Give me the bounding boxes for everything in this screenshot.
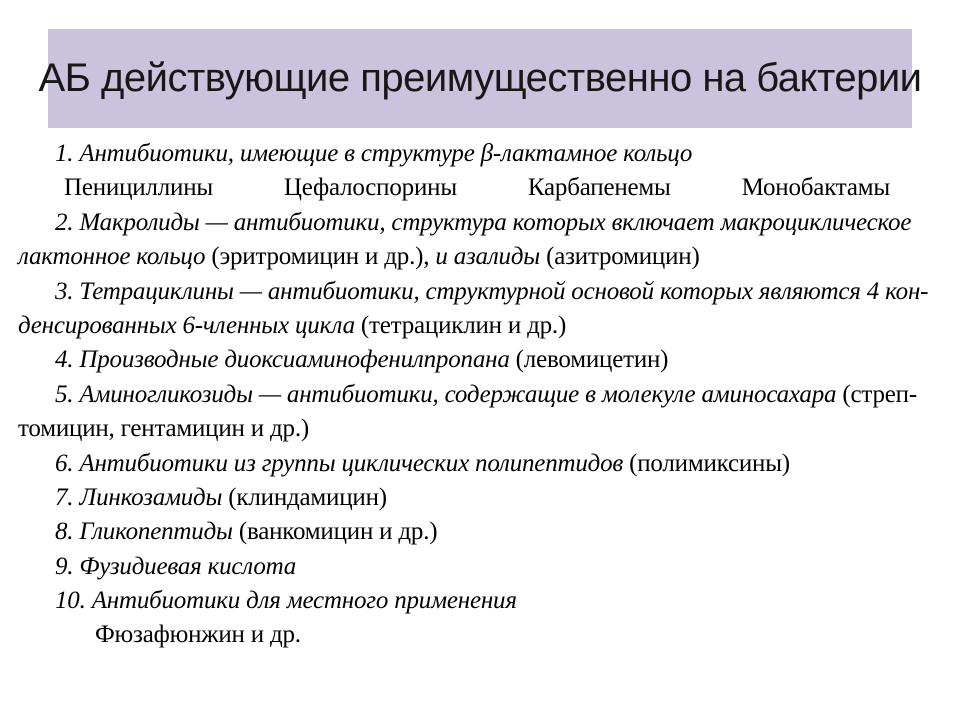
text-segment: 4. Производные диоксиаминофенилпропана (55, 346, 516, 374)
drug-class-name: Пенициллины (64, 174, 213, 202)
text-segment: 5. Аминогликозиды — антибиотики, содержащие в молекуле аминосахара (55, 380, 843, 408)
text-segment: (левомицетин) (515, 346, 669, 374)
text-segment: 2. Макролиды — антибиотики, структура которых включает макроциклическое (55, 208, 912, 236)
item-3-tetracyclines (18, 275, 942, 309)
text-segment: (тетрациклин и др.) (360, 311, 567, 339)
text-segment: 1. Антибиотики, имеющие в структуре β-лактамное кольцо (55, 140, 693, 167)
item-8-glycopeptides (18, 515, 942, 549)
text-segment: (клиндамицин) (228, 483, 387, 511)
item-2-macrolides (18, 206, 942, 240)
item-9-fusidic-acid (18, 550, 942, 584)
title-banner (38, 29, 922, 128)
drug-class-name: Цефалоспорины (283, 174, 457, 202)
text-segment: (стреп- (842, 380, 917, 408)
text-segment: 3. Тетрациклины — антибиотики, структурной основой которых являются 4 кон- (55, 277, 929, 305)
text-segment: 10. Антибиотики для местного применения (55, 587, 517, 615)
item-4-dioxyaminophenylpropane (18, 343, 942, 377)
text-segment: (полимиксины) (629, 449, 790, 477)
item-10-continuation (18, 618, 942, 652)
text-segment: Фюзафюнжин и др. (95, 621, 301, 649)
item-6-polypeptides (18, 447, 942, 481)
text-segment: лактонное кольцо (18, 243, 212, 271)
slide-title: АБ действующие преимущественно на бактерии (38, 56, 922, 100)
item-2-continuation (18, 240, 942, 274)
drug-class-name: Карбапенемы (527, 174, 671, 202)
item-5-aminoglycosides (18, 378, 942, 412)
item-10-topical (18, 584, 942, 618)
text-segment: 6. Антибиотики из группы циклических полипептидов (55, 449, 630, 477)
text-segment: 7. Линкозамиды (55, 483, 229, 511)
item-7-lincosamides (18, 481, 942, 515)
text-segment: 9. Фузидиевая кислота (55, 552, 297, 580)
text-segment: 8. Гликопептиды (55, 518, 239, 546)
text-segment: томицин, гентамицин и др.) (18, 415, 309, 443)
item-3-continuation (18, 309, 942, 343)
text-segment: (эритромицин и др.), (211, 243, 436, 271)
item-1-beta-lactam (18, 137, 942, 171)
item-5-continuation (18, 412, 942, 446)
beta-lactam-classes (18, 171, 890, 205)
text-segment: (ванкомицин и др.) (238, 518, 438, 546)
text-segment: и азалиды (435, 243, 547, 271)
drug-class-name: Монобактамы (741, 174, 890, 202)
text-segment: (азитромицин) (546, 243, 700, 271)
text-segment: денсированных 6-членных цикла (18, 311, 361, 339)
antibiotics-list (18, 137, 942, 653)
